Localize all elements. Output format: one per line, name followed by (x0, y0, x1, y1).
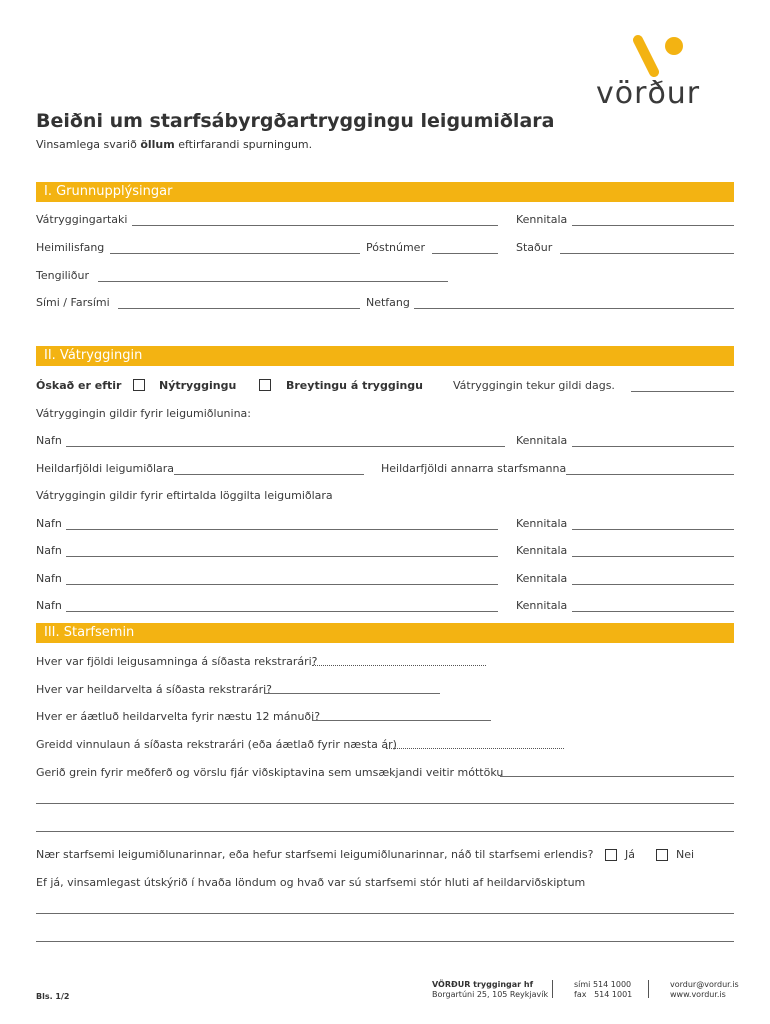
label-q4: Greidd vinnulaun á síðasta rekstrarári (eða áætlað fyrir næsta ár) (36, 738, 397, 751)
label-kennitala-row: Kennitala (516, 544, 568, 557)
label-tengilidur: Tengiliður (36, 269, 89, 282)
footer-company-bold: VÖRÐUR (432, 980, 471, 989)
field-tekur-gildi[interactable] (631, 391, 734, 392)
label-netfang: Netfang (366, 296, 410, 309)
label-q7: Ef já, vinsamlegast útskýrið í hvaða löndum og hvað var sú starfsemi stór hluti af heildarviðskiptum (36, 876, 586, 889)
label-q6: Nær starfsemi leigumiðlunarinnar, eða hefur starfsemi leigumiðlunarinnar, náð til starfsemi erlendis? (36, 848, 594, 861)
label-stadur: Staður (516, 241, 553, 254)
label-heildarfjoldi-leigumidlara: Heildarfjöldi leigumiðlara (36, 462, 175, 475)
field-postnumer[interactable] (432, 253, 498, 254)
field-kennitala-row[interactable] (572, 611, 734, 612)
label-q5: Gerið grein fyrir meðferð og vörslu fjár viðskiptavina sem umsækjandi veitir móttöku (36, 766, 504, 779)
field-netfang[interactable] (414, 308, 734, 309)
field-simi[interactable] (118, 308, 360, 309)
section-3-header (36, 623, 734, 643)
field-q1[interactable] (312, 665, 486, 666)
field-kennitala-main[interactable] (572, 446, 734, 447)
label-simi: Sími / Farsími (36, 296, 110, 309)
footer-company-rest: tryggingar hf (470, 980, 534, 989)
field-nafn-row[interactable] (66, 611, 498, 612)
section-3-title: III. Starfsemin (44, 625, 135, 640)
label-nafn-row: Nafn (36, 599, 62, 612)
field-nafn-row[interactable] (66, 584, 498, 585)
label-nafn-row: Nafn (36, 572, 62, 585)
label-gildir-leigumidlun: Vátryggingin gildir fyrir leigumiðlunina: (36, 407, 252, 420)
section-1-header (36, 182, 734, 202)
brand-wordmark: vörður (596, 76, 701, 111)
label-q1: Hver var fjöldi leigusamninga á síðasta rekstrarári? (36, 655, 318, 668)
footer-phone: sími 514 1000 (574, 980, 632, 989)
footer-web[interactable]: www.vordur.is (670, 990, 726, 999)
checkbox-nytrygging[interactable] (133, 379, 145, 391)
field-q3[interactable] (312, 720, 491, 721)
label-breyting: Breytingu á tryggingu (286, 379, 423, 392)
field-q7-line-2[interactable] (36, 941, 734, 942)
field-q7-line-1[interactable] (36, 913, 734, 914)
field-heildarfjoldi-annarra[interactable] (566, 474, 734, 475)
page-title: Beiðni um starfsábyrgðartryggingu leigumiðlara (36, 110, 555, 132)
field-kennitala-1[interactable] (572, 225, 734, 226)
checkbox-breyting[interactable] (259, 379, 271, 391)
label-nafn-row: Nafn (36, 517, 62, 530)
label-kennitala-row: Kennitala (516, 517, 568, 530)
field-nafn-main[interactable] (66, 446, 505, 447)
checkbox-ja[interactable] (605, 849, 617, 861)
label-kennitala-main: Kennitala (516, 434, 568, 447)
footer-company (432, 980, 533, 990)
section-2-title: II. Vátryggingin (44, 348, 143, 363)
label-nafn-row: Nafn (36, 544, 62, 557)
field-q5-line-2[interactable] (36, 803, 734, 804)
field-heildarfjoldi-leigumidlara[interactable] (174, 474, 364, 475)
label-q2: Hver var heildarvelta á síðasta rekstrarári? (36, 683, 273, 696)
label-nafn-main: Nafn (36, 434, 62, 447)
instruction-post: eftirfarandi spurningum. (174, 138, 313, 151)
field-nafn-row[interactable] (66, 529, 498, 530)
label-gildir-eftirtalda: Vátryggingin gildir fyrir eftirtalda löggilta leigumiðlara (36, 489, 333, 502)
label-tekur-gildi: Vátryggingin tekur gildi dags. (453, 379, 615, 392)
label-kennitala-1: Kennitala (516, 213, 568, 226)
footer-address: Borgartúni 25, 105 Reykjavík (432, 990, 549, 999)
section-1-title: I. Grunnupplýsingar (44, 184, 173, 199)
field-nafn-row[interactable] (66, 556, 498, 557)
label-vatryggingartaki: Vátryggingartaki (36, 213, 128, 226)
field-q2[interactable] (264, 693, 440, 694)
field-q4[interactable] (386, 748, 564, 749)
field-tengilidur[interactable] (98, 281, 448, 282)
label-nei: Nei (676, 848, 695, 861)
page-number: Bls. 1/2 (36, 992, 70, 1001)
label-kennitala-row: Kennitala (516, 572, 568, 585)
label-oskad: Óskað er eftir (36, 379, 122, 392)
label-kennitala-row: Kennitala (516, 599, 568, 612)
field-vatryggingartaki[interactable] (132, 225, 498, 226)
checkbox-nei[interactable] (656, 849, 668, 861)
footer-fax: fax 514 1001 (574, 990, 633, 999)
brand-logo (594, 34, 728, 110)
field-kennitala-row[interactable] (572, 529, 734, 530)
label-nytrygging: Nýtryggingu (159, 379, 237, 392)
field-stadur[interactable] (560, 253, 734, 254)
instruction-pre: Vinsamlega svarið (36, 138, 141, 151)
label-heildarfjoldi-annarra: Heildarfjöldi annarra starfsmanna (381, 462, 567, 475)
label-ja: Já (625, 848, 635, 861)
section-2-header (36, 346, 734, 366)
instruction-text (36, 138, 312, 151)
label-q3: Hver er áætluð heildarvelta fyrir næstu 12 mánuði? (36, 710, 321, 723)
field-kennitala-row[interactable] (572, 584, 734, 585)
footer-separator-1 (552, 980, 553, 998)
field-kennitala-row[interactable] (572, 556, 734, 557)
label-postnumer: Póstnúmer (366, 241, 425, 254)
field-q5-line-3[interactable] (36, 831, 734, 832)
footer-separator-2 (648, 980, 649, 998)
field-heimilisfang[interactable] (110, 253, 360, 254)
field-q5[interactable] (500, 776, 734, 777)
instruction-bold: öllum (140, 138, 175, 151)
label-heimilisfang: Heimilisfang (36, 241, 105, 254)
footer-email[interactable]: vordur@vordur.is (670, 980, 739, 989)
